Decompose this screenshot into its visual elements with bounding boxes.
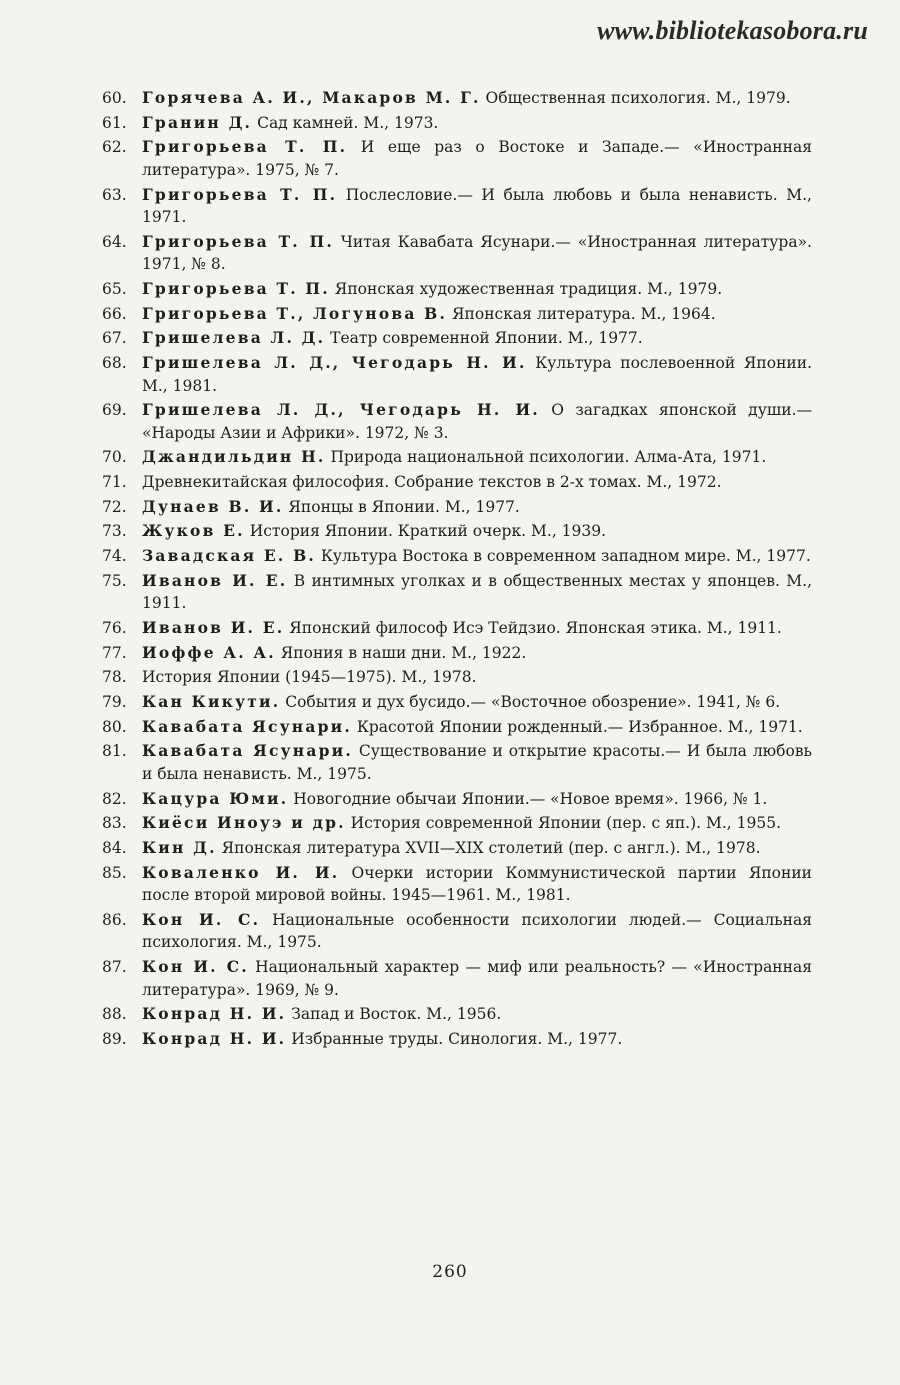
bibliography-entry <box>102 112 812 135</box>
entry-number: 68. <box>102 354 127 372</box>
bibliography-entry <box>102 231 812 276</box>
entry-text: История Японии (1945—1975). М., 1978. <box>142 668 477 687</box>
entry-author: Иванов И. Е. <box>142 570 288 590</box>
bibliography-entry <box>102 278 812 301</box>
entry-text: История современной Японии (пер. с яп.). М., 1955. <box>345 814 782 833</box>
entry-author: Кон И. С. <box>142 909 261 929</box>
entry-text: История Японии. Краткий очерк. М., 1939. <box>244 522 607 541</box>
bibliography-entry <box>102 327 812 350</box>
entry-author: Дунаев В. И. <box>142 496 284 516</box>
entry-author: Конрад Н. И. <box>142 1004 287 1024</box>
entry-author: Конрад Н. И. <box>142 1028 287 1048</box>
entry-text: Красотой Японии рожденный.— Избранное. М., 1971. <box>351 717 803 736</box>
entry-number: 78. <box>102 668 127 687</box>
entry-author: Кин Д. <box>142 838 217 857</box>
entry-number: 75. <box>102 571 127 590</box>
entry-number: 66. <box>102 304 127 323</box>
bibliography-entry <box>102 570 812 615</box>
entry-number: 69. <box>102 401 127 420</box>
entry-text: Японский философ Исэ Тейдзио. Японская этика. М., 1911. <box>284 619 782 637</box>
entry-text: Японская литература. М., 1964. <box>447 304 716 323</box>
entry-text: Культура Востока в современном западном мире. М., 1977. <box>316 547 811 566</box>
page-number: 260 <box>432 1262 468 1282</box>
bibliography-entry <box>102 545 812 568</box>
entry-author: Григорьева Т. П. <box>142 184 338 204</box>
bibliography-entry <box>102 1028 812 1051</box>
entry-text: Японская художественная традиция. М., 1979. <box>329 279 723 298</box>
bibliography-entry <box>102 136 812 181</box>
entry-text: События и дух бусидо.— «Восточное обозрение». 1941, № 6. <box>280 693 781 712</box>
bibliography-entry <box>102 446 812 469</box>
bibliography-entry <box>102 862 812 907</box>
entry-number: 81. <box>102 742 127 761</box>
entry-author: Кон И. С. <box>142 957 249 977</box>
entry-number: 82. <box>102 789 127 808</box>
bibliography-entry <box>102 352 812 397</box>
entry-text: Избранные труды. Синология. М., 1977. <box>286 1029 623 1048</box>
entry-author: Иоффе А. А. <box>142 642 276 662</box>
bibliography-entry <box>102 666 812 689</box>
bibliography-entry <box>102 496 812 519</box>
entry-text: Новогодние обычаи Японии.— «Новое время». 1966, № 1. <box>288 789 768 808</box>
bibliography-entry <box>102 691 812 714</box>
bibliography-entry <box>102 909 812 954</box>
bibliography-entry <box>102 520 812 543</box>
bibliography-entry <box>102 956 812 1001</box>
entry-text: В интимных уголках и в общественных местах у японцев. М., 1911. <box>142 571 813 613</box>
entry-number: 61. <box>102 113 127 132</box>
bibliography-entry <box>102 642 812 665</box>
entry-number: 65. <box>102 279 127 298</box>
entry-author: Григорьева Т. П. <box>142 278 330 298</box>
entry-text: Общественная психология. М., 1979. <box>480 89 791 107</box>
entry-text: Национальные особенности психологии людей.— Социальная психология. М., 1975. <box>142 910 812 952</box>
entry-author: Кацура Юми. <box>142 788 289 808</box>
entry-text: Япония в наши дни. М., 1922. <box>275 643 527 662</box>
entry-author: Кан Кикути. <box>142 692 281 712</box>
entry-author: Жуков Е. <box>142 521 245 541</box>
entry-author: Гришелева Л. Д., Чегодарь Н. И. <box>142 353 527 372</box>
entry-author: Гранин Д. <box>142 112 253 132</box>
entry-text: Запад и Восток. М., 1956. <box>286 1005 502 1024</box>
entry-text: Древнекитайская философия. Собрание текстов в 2-х томах. М., 1972. <box>142 473 722 492</box>
entry-number: 64. <box>102 232 127 251</box>
entry-number: 86. <box>102 910 127 929</box>
entry-author: Григорьева Т. П. <box>142 137 348 157</box>
bibliography-entry <box>102 87 812 110</box>
entry-text: Национальный характер — миф или реальность? — «Иностранная литература». 1969, № 9. <box>142 958 812 999</box>
entry-author: Кавабата Ясунари. <box>142 741 353 761</box>
entry-author: Гришелева Л. Д., Чегодарь Н. И. <box>142 400 540 420</box>
entry-author: Иванов И. Е. <box>142 618 285 637</box>
entry-number: 83. <box>102 814 127 833</box>
entry-author: Григорьева Т., Логунова В. <box>142 303 448 323</box>
entry-number: 67. <box>102 329 127 348</box>
entry-text: Очерки истории Коммунистической партии Японии после второй мировой войны. 1945—1961. М., 1981. <box>142 863 813 905</box>
entry-number: 87. <box>102 958 127 977</box>
entry-text: Послесловие.— И была любовь и была ненависть. М., 1971. <box>142 185 812 227</box>
entry-author: Киёси Иноуэ и др. <box>142 813 346 833</box>
entry-number: 79. <box>102 693 127 712</box>
entry-text: О загадках японской души.— «Народы Азии и Африки». 1972, № 3. <box>142 401 812 442</box>
bibliography-entry <box>102 617 812 640</box>
entry-text: Существование и открытие красоты.— И была любовь и была ненависть. М., 1975. <box>142 742 812 783</box>
entry-author: Горячева А. И., Макаров М. Г. <box>142 88 481 107</box>
bibliography-entry <box>102 303 812 326</box>
entry-number: 74. <box>102 547 127 566</box>
entry-number: 63. <box>102 185 127 204</box>
entry-number: 76. <box>102 619 127 637</box>
entry-number: 70. <box>102 448 127 467</box>
entry-text: Японская литература XVII—XIX столетий (пер. с англ.). М., 1978. <box>216 839 761 857</box>
entry-number: 85. <box>102 863 127 882</box>
entry-text: И еще раз о Востоке и Западе.— «Иностранная литература». 1975, № 7. <box>142 138 812 179</box>
entry-text: Сад камней. М., 1973. <box>252 113 439 132</box>
bibliography-entry <box>102 399 812 444</box>
entry-text: Читая Кавабата Ясунари.— «Иностранная литература». 1971, № 8. <box>142 232 812 274</box>
entry-author: Кавабата Ясунари. <box>142 716 352 736</box>
entry-number: 71. <box>102 473 127 492</box>
entry-number: 77. <box>102 643 127 662</box>
entry-author: Завадская Е. В. <box>142 546 316 566</box>
entry-author: Джандильдин Н. <box>142 447 326 467</box>
entry-text: Театр современной Японии. М., 1977. <box>325 329 643 348</box>
entry-author: Гришелева Л. Д. <box>142 328 326 348</box>
entry-author: Григорьева Т. П. <box>142 231 334 251</box>
entry-number: 62. <box>102 138 127 157</box>
entry-text: Природа национальной психологии. Алма-Ата, 1971. <box>325 448 767 467</box>
entry-text: Культура послевоенной Японии. М., 1981. <box>142 354 812 395</box>
bibliography-entry <box>102 716 812 739</box>
entry-number: 84. <box>102 839 127 857</box>
bibliography-entry <box>102 740 812 785</box>
bibliography-entry <box>102 1003 812 1026</box>
bibliography-entry <box>102 788 812 811</box>
entry-text: Японцы в Японии. М., 1977. <box>283 497 520 516</box>
entry-number: 89. <box>102 1029 127 1048</box>
entry-number: 73. <box>102 522 127 541</box>
entry-number: 60. <box>102 89 127 107</box>
bibliography-entry <box>102 812 812 835</box>
bibliography-entry <box>102 837 812 860</box>
entry-number: 80. <box>102 717 127 736</box>
entry-author: Коваленко И. И. <box>142 862 340 882</box>
bibliography-entry <box>102 184 812 229</box>
entry-number: 72. <box>102 497 127 516</box>
bibliography-list <box>102 87 812 1053</box>
site-watermark: www.bibliotekasobora.ru <box>597 16 868 45</box>
entry-number: 88. <box>102 1005 127 1024</box>
bibliography-entry <box>102 471 812 494</box>
